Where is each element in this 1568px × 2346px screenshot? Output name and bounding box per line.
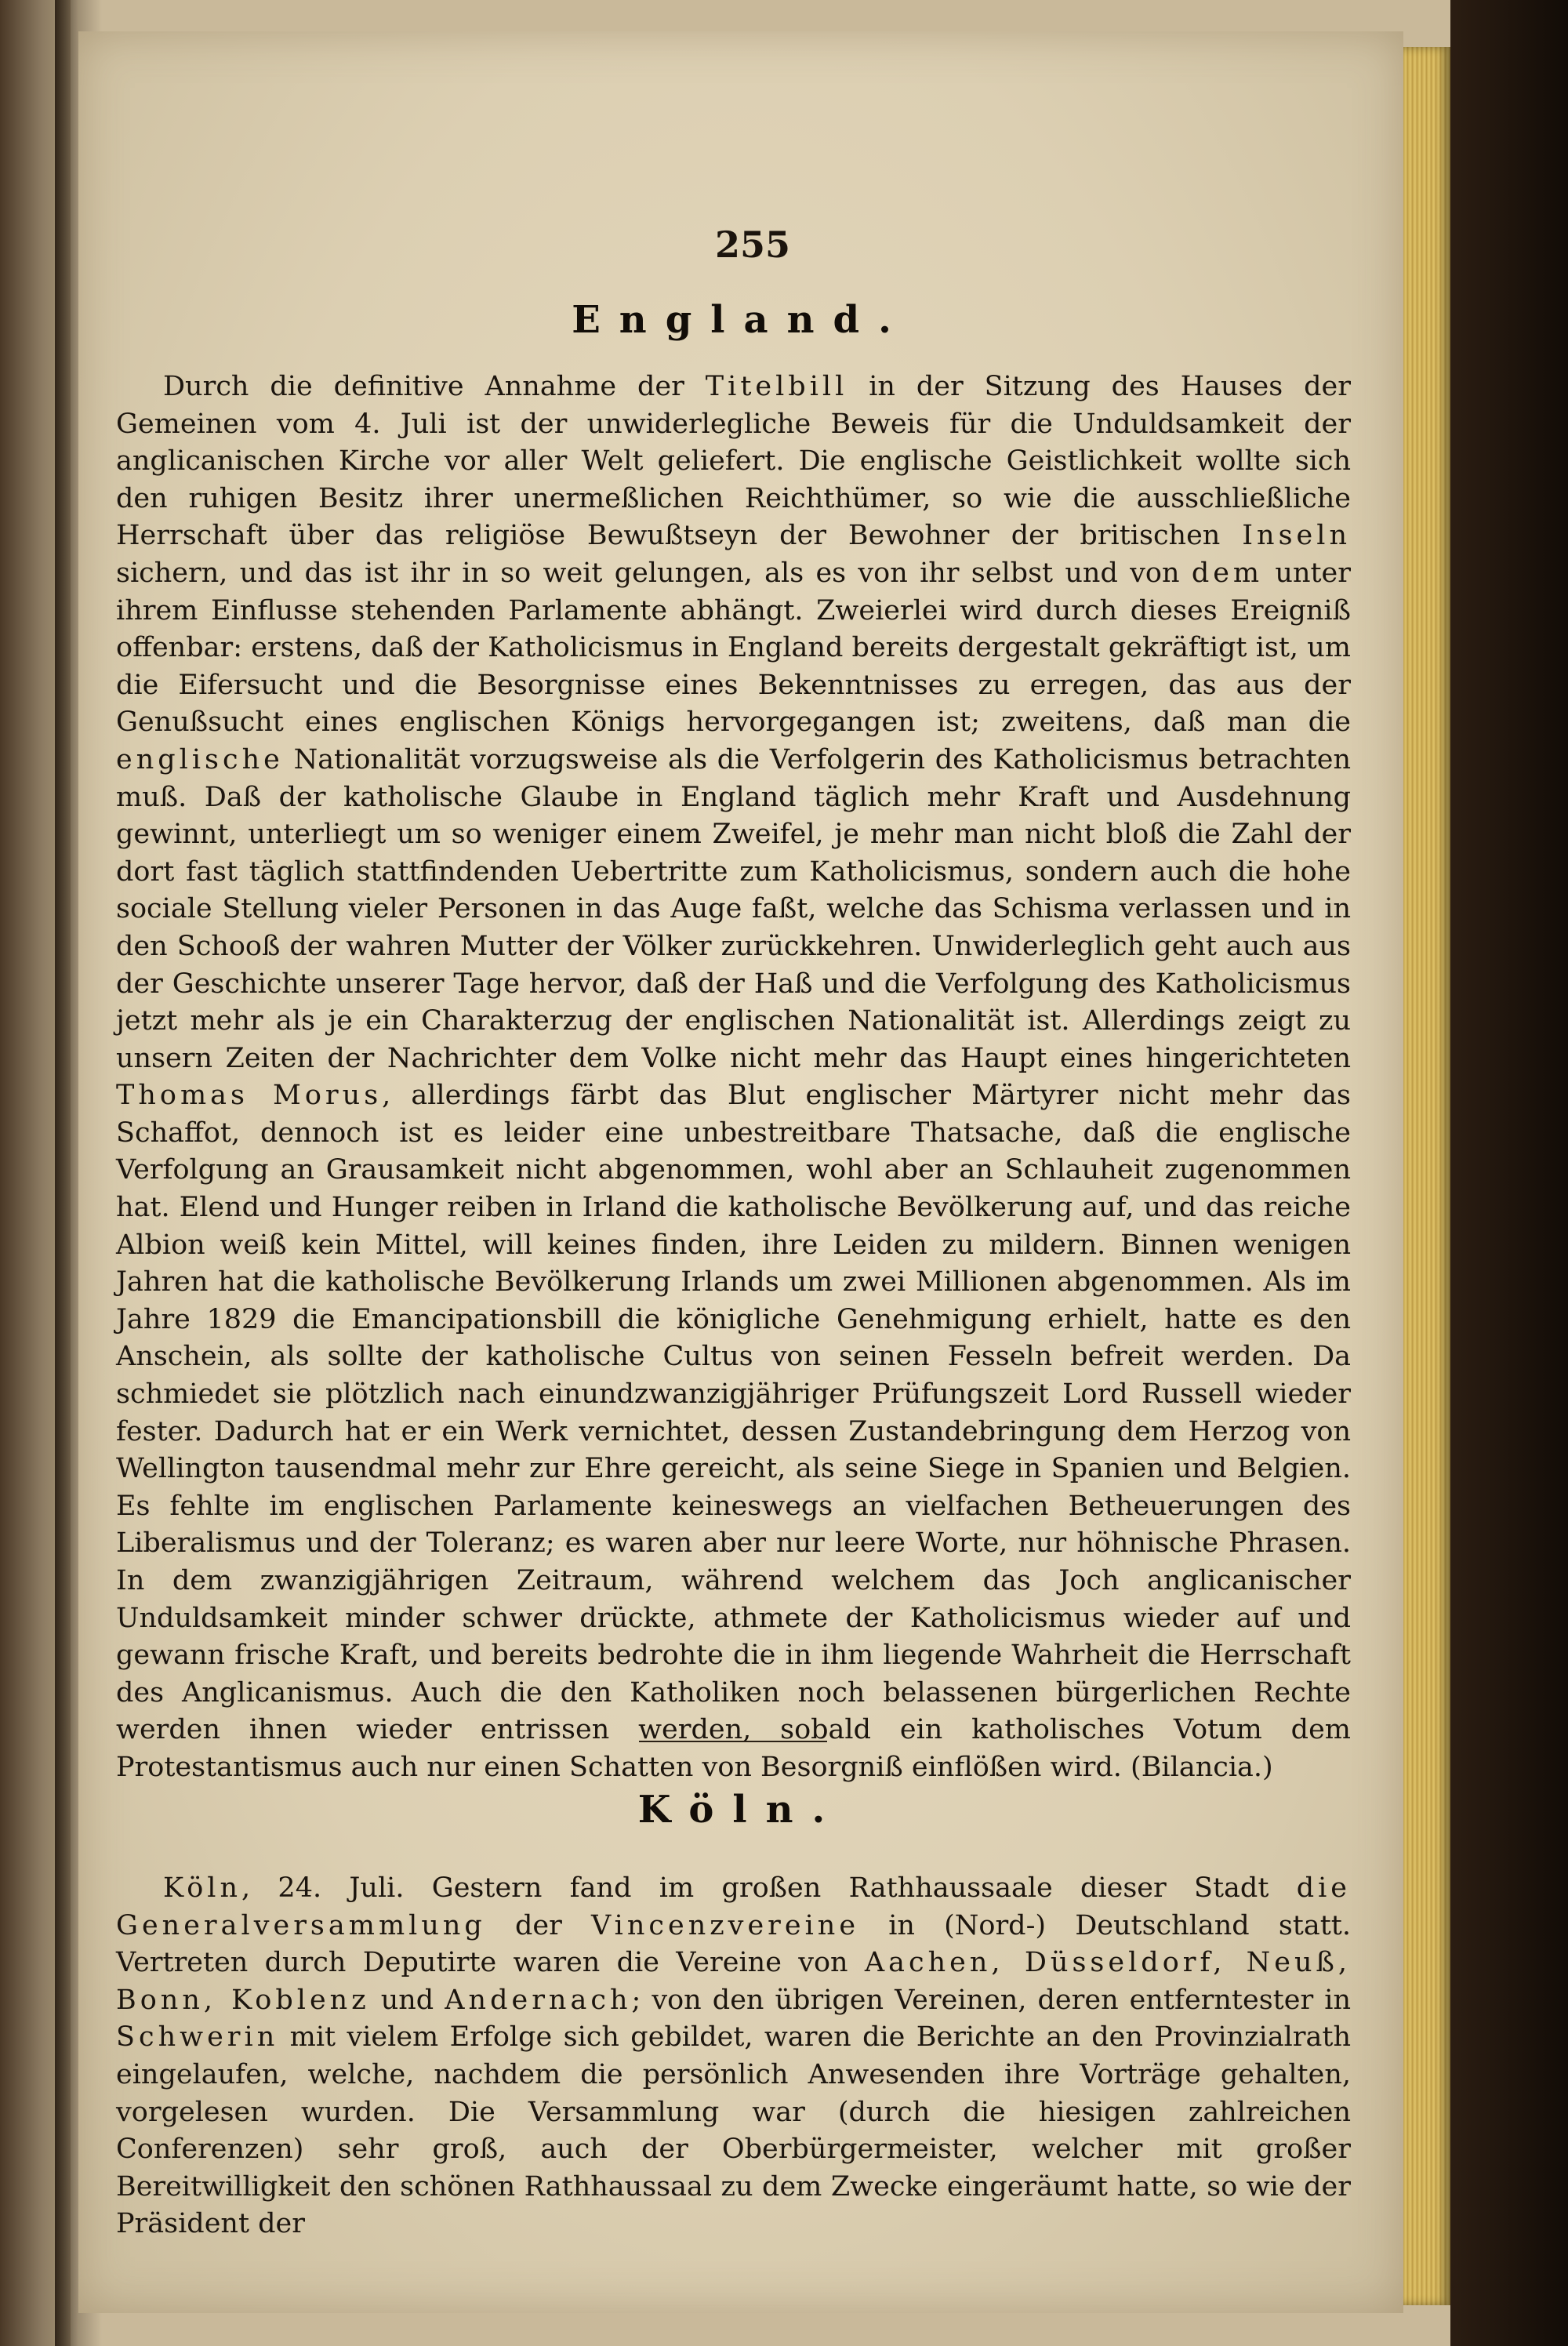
section-divider bbox=[639, 1741, 827, 1742]
spaced-emphasis: Inseln bbox=[1242, 520, 1351, 552]
text-run: sichern, und das ist ihr in so weit gelungen, als es von ihr selbst und von bbox=[116, 557, 1192, 589]
text-run: Nationalität vorzugsweise als die Verfolgerin des Katholicismus betrachten muß. Daß der katholische Glaube in England täglich mehr Kraft und Ausdehnung gewinnt, unterliegt um so weniger einem Zweifel, je mehr man nicht bloß die Zahl der dort fast täglich stattfindenden Uebertritte zum Katholicismus, sondern auch die hohe sociale Stellung vieler Personen in das Auge faßt, welche das Schisma verlassen und in den Schooß der wahren Mutter der Völker zurückkehren. Unwiderleglich geht auch aus der Geschichte unserer Tage hervor, daß der Haß und die Verfolgung des Katholicismus jetzt mehr als je ein Charakterzug der englischen Nationalität ist. Allerdings zeigt zu unsern Zeiten der Nachrichter dem Volke nicht mehr das Haupt eines hingerichteten bbox=[116, 743, 1351, 1074]
spaced-emphasis: dem bbox=[1191, 557, 1264, 589]
text-run: und bbox=[369, 1984, 445, 2016]
text-run: unter ihrem Einflusse stehenden Parlamente abhängt. Zweierlei wird durch dieses Ereigniß offenbar: erstens, daß der Katholicismus in England bereits dergestalt gekräftigt ist, um die Eifersucht und die Besorgnisse eines Bekenntnisses zu erregen, das aus der Genußsucht eines englischen Königs hervorgegangen ist; zweitens, daß man die bbox=[116, 557, 1351, 739]
article-england-paragraph bbox=[116, 369, 1351, 1787]
article-koeln-paragraph bbox=[116, 1870, 1351, 2243]
spaced-emphasis: Thomas Morus bbox=[116, 1080, 383, 1112]
spaced-emphasis: englische bbox=[116, 743, 284, 775]
book-cover bbox=[1450, 0, 1568, 2346]
spaced-emphasis: Schwerin bbox=[116, 2021, 279, 2054]
section-heading-koeln: Köln. bbox=[637, 1788, 844, 1832]
spaced-emphasis: Vincenzvereine bbox=[590, 1909, 860, 1941]
spaced-emphasis: Titelbill bbox=[705, 371, 848, 402]
text-run: mit vielem Erfolge sich gebildet, waren die Berichte an den Provinzialrath eingelaufen, welche, nachdem die persönlich Anwesenden ihre Vorträge gehalten, vorgelesen wurden. Die Versammlung war (durch die hiesigen zahlreichen Conferenzen) sehr groß, auch der Oberbürgermeister, welcher mit großer Bereitwilligkeit den schönen Rathhaussaal zu dem Zwecke eingeräumt hatte, so wie der Präsident der bbox=[116, 2021, 1351, 2240]
section-heading-england: England. bbox=[572, 298, 910, 342]
spaced-emphasis: Andernach bbox=[445, 1984, 632, 2016]
text-run: Durch die definitive Annahme der bbox=[163, 371, 706, 402]
text-run: in (Nord-) Deutschland statt. Vertreten durch Deputirte waren die Vereine von bbox=[116, 1909, 1351, 1979]
spaced-emphasis: Köln bbox=[163, 1872, 242, 1904]
book-page bbox=[78, 31, 1403, 2313]
spaced-emphasis: Aachen, Düsseldorf, Neuß, Bonn, Koblenz bbox=[116, 1947, 1352, 2016]
gilt-page-edges bbox=[1403, 47, 1450, 2305]
spaced-emphasis: die Generalversammlung bbox=[116, 1872, 1351, 1941]
text-run: der bbox=[485, 1909, 591, 1941]
page-number: 255 bbox=[714, 223, 791, 266]
text-run: ; von den übrigen Vereinen, deren entferntester in bbox=[631, 1984, 1351, 2016]
text-run: in der Sitzung des Hauses der Gemeinen vom 4. Juli ist der unwiderlegliche Beweis für die Unduldsamkeit der anglicanischen Kirche vor aller Welt geliefert. Die englische Geistlichkeit wollte sich den ruhigen Besitz ihrer unermeßlichen Reichthümer, so wie die ausschließliche Herrschaft über das religiöse Bewußtseyn der Bewohner der britischen bbox=[116, 371, 1351, 552]
text-run: , 24. Juli. Gestern fand im großen Rathhaussaale dieser Stadt bbox=[241, 1872, 1297, 1904]
text-run: , allerdings färbt das Blut englischer Märtyrer nicht mehr das Schaffot, dennoch ist es leider eine unbestreitbare Thatsache, daß die englische Verfolgung an Grausamkeit nicht abgenommen, wohl aber an Schlauheit zugenommen hat. Elend und Hunger reiben in Irland die katholische Bevölkerung auf, und das reiche Albion weiß kein Mittel, will keines finden, ihre Leiden zu mildern. Binnen wenigen Jahren hat die katholische Bevölkerung Irlands um zwei Millionen abgenommen. Als im Jahre 1829 die Emancipationsbill die königliche Genehmigung erhielt, hatte es den Anschein, als sollte der katholische Cultus von seinen Fesseln befreit werden. Da schmiedet sie plötzlich nach einundzwanzigjähriger Prüfungszeit Lord Russell wieder fester. Dadurch hat er ein Werk vernichtet, dessen Zustandebringung dem Herzog von Wellington tausendmal mehr zur Ehre gereicht, als seine Siege in Spanien und Belgien. Es fehlte im englischen Parlamente keineswegs an vielfachen Betheuerungen des Liberalismus und der Toleranz; es waren aber nur leere Worte, nur höhnische Phrasen. In dem zwanzigjährigen Zeitraum, während welchem das Joch anglicanischer Unduldsamkeit minder schwer drückte, athmete der Katholicismus wieder auf und gewann frische Kraft, und bereits bedrohte die in ihm liegende Wahrheit die Herrschaft des Anglicanismus. Auch die den Katholiken noch belassenen bürgerlichen Rechte werden ihnen wieder entrissen werden, sobald ein katholisches Votum dem Protestantismus auch nur einen Schatten von Besorgniß einflößen wird. (Bilancia.) bbox=[116, 1080, 1351, 1783]
